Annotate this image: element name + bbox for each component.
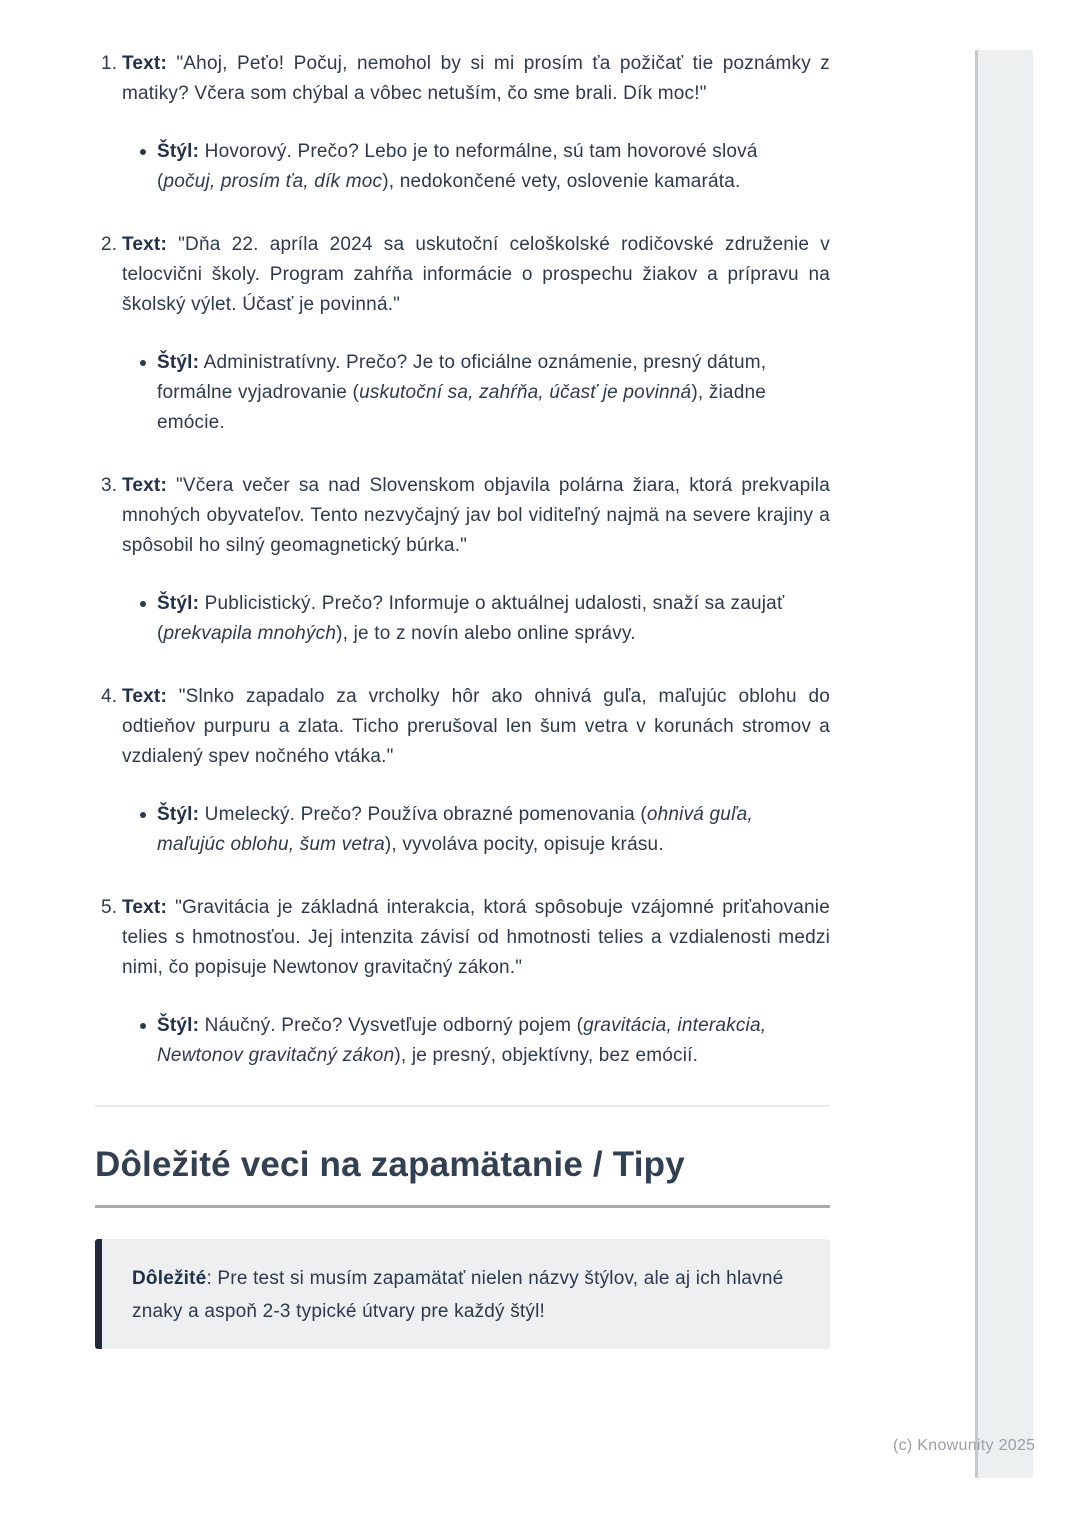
list-item bbox=[95, 893, 830, 1071]
list-item bbox=[95, 471, 830, 649]
callout-separator: : bbox=[206, 1268, 218, 1289]
style-examples: uskutoční sa, zahŕňa, účasť je povinná bbox=[359, 382, 692, 403]
list-item-number: 4. bbox=[101, 686, 118, 707]
style-label: Štýl: bbox=[157, 352, 200, 373]
style-label: Štýl: bbox=[157, 804, 200, 825]
style-reason-continued: ), je presný, objektívny, bez emócií. bbox=[394, 1045, 699, 1066]
section-heading-underline bbox=[95, 1205, 830, 1208]
style-reason: Publicistický. Prečo? Informuje o aktuálnej udalosti, snaží sa zaujať ( bbox=[157, 593, 785, 644]
style-bullet bbox=[95, 137, 830, 197]
style-bullet bbox=[95, 800, 830, 860]
style-label: Štýl: bbox=[157, 141, 200, 162]
section-heading: Dôležité veci na zapamätanie / Tipy bbox=[95, 1145, 685, 1184]
styles-example-list bbox=[95, 0, 830, 1071]
bullet-marker bbox=[140, 601, 146, 607]
style-label: Štýl: bbox=[157, 1015, 200, 1036]
text-paragraph bbox=[95, 230, 830, 320]
text-label: Text: bbox=[122, 475, 167, 496]
text-paragraph bbox=[95, 893, 830, 983]
style-examples: ohnivá guľa, maľujúc oblohu, šum vetra bbox=[157, 804, 753, 855]
callout-text: Pre test si musím zapamätať nielen názvy štýlov, ale aj ich hlavné znaky a aspoň 2-3 typické útvary pre každý štýl! bbox=[132, 1268, 784, 1322]
text-quote: "Gravitácia je základná interakcia, ktorá spôsobuje vzájomné priťahovanie telies s hmotnosťou. Jej intenzita závisí od hmotnosti telies a vzdialenosti medzi nimi, čo popisuje Newtonov gravitačný zákon." bbox=[122, 897, 830, 978]
text-quote: "Včera večer sa nad Slovenskom objavila polárna žiara, ktorá prekvapila mnohých obyvateľov. Tento nezvyčajný jav bol viditeľný najmä na severe krajiny a spôsobil ho silný geomagnetický búrka." bbox=[122, 475, 830, 556]
text-paragraph bbox=[95, 49, 830, 109]
style-reason-continued: ), nedokončené vety, oslovenie kamaráta. bbox=[382, 171, 741, 192]
text-quote: "Ahoj, Peťo! Počuj, nemohol by si mi prosím ťa požičať tie poznámky z matiky? Včera som chýbal a vôbec netuším, čo sme brali. Dík moc!" bbox=[122, 53, 830, 104]
style-examples: prekvapila mnohých bbox=[163, 623, 337, 644]
list-item-number: 5. bbox=[101, 897, 118, 918]
list-item-number: 1. bbox=[101, 53, 118, 74]
text-quote: "Slnko zapadalo za vrcholky hôr ako ohnivá guľa, maľujúc oblohu do odtieňov purpuru a zlata. Ticho prerušoval len šum vetra v korunách stromov a vzdialený spev nočného vtáka." bbox=[122, 686, 831, 767]
style-bullet bbox=[95, 348, 830, 438]
next-page-edge bbox=[975, 50, 1033, 1478]
style-label: Štýl: bbox=[157, 593, 200, 614]
bullet-marker bbox=[140, 1023, 146, 1029]
list-item bbox=[95, 230, 830, 438]
style-reason-continued: ), žiadne emócie. bbox=[157, 382, 767, 433]
section-divider-top bbox=[95, 1105, 830, 1107]
style-bullet bbox=[95, 589, 830, 649]
list-item bbox=[95, 682, 830, 860]
style-reason: Umelecký. Prečo? Používa obrazné pomenovania ( bbox=[204, 804, 647, 825]
style-examples: počuj, prosím ťa, dík moc bbox=[163, 171, 383, 192]
style-reason: Administratívny. Prečo? Je to oficiálne oznámenie, presný dátum, formálne vyjadrovanie ( bbox=[157, 352, 767, 403]
text-paragraph bbox=[95, 682, 830, 772]
style-reason-continued: ), vyvoláva pocity, opisuje krásu. bbox=[384, 834, 664, 855]
text-label: Text: bbox=[122, 686, 167, 707]
document-content bbox=[95, 0, 830, 1349]
style-reason-continued: ), je to z novín alebo online správy. bbox=[336, 623, 636, 644]
style-reason: Hovorový. Prečo? Lebo je to neformálne, sú tam hovorové slová ( bbox=[157, 141, 758, 192]
style-bullet bbox=[95, 1011, 830, 1071]
important-callout bbox=[95, 1239, 830, 1349]
text-paragraph bbox=[95, 471, 830, 561]
callout-label: Dôležité bbox=[132, 1268, 207, 1289]
list-item bbox=[95, 49, 830, 197]
text-label: Text: bbox=[122, 897, 167, 918]
bullet-marker bbox=[140, 149, 146, 155]
text-label: Text: bbox=[122, 234, 167, 255]
text-quote: "Dňa 22. apríla 2024 sa uskutoční celoškolské rodičovské združenie v telocvični školy. Program zahŕňa informácie o prospechu žiakov a prípravu na školský výlet. Účasť je povinná." bbox=[122, 234, 831, 315]
style-reason: Náučný. Prečo? Vysvetľuje odborný pojem ( bbox=[204, 1015, 584, 1036]
style-examples: gravitácia, interakcia, Newtonov gravitačný zákon bbox=[157, 1015, 767, 1066]
text-label: Text: bbox=[122, 53, 167, 74]
bullet-marker bbox=[140, 812, 146, 818]
copyright-watermark: (c) Knowunity 2025 bbox=[893, 1437, 1036, 1454]
list-item-number: 2. bbox=[101, 234, 118, 255]
list-item-number: 3. bbox=[101, 475, 118, 496]
bullet-marker bbox=[140, 360, 146, 366]
